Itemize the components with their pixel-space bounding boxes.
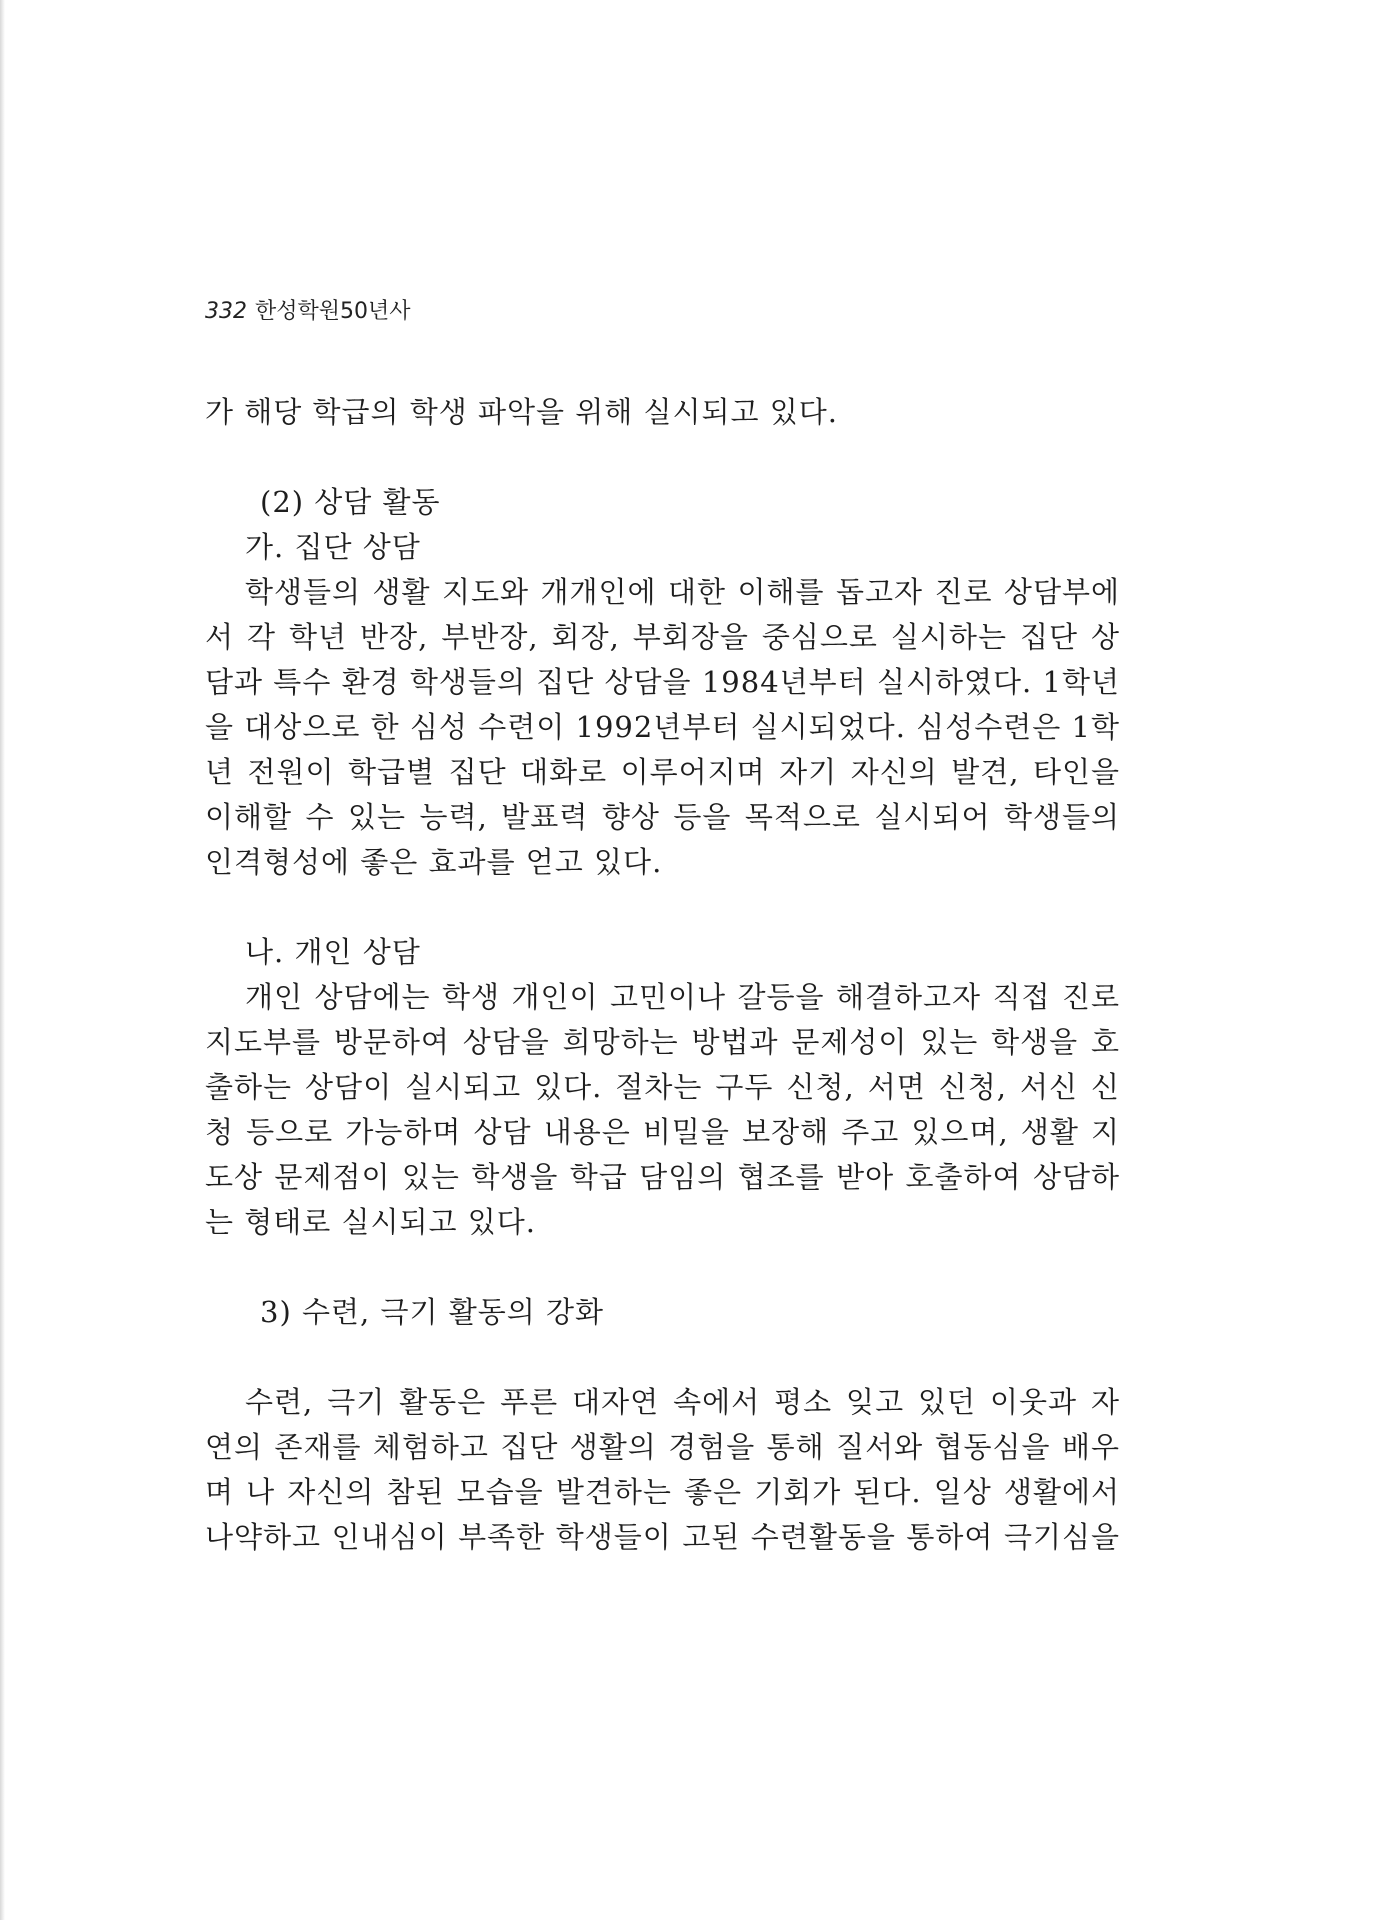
paragraph-line: 담과 특수 환경 학생들의 집단 상담을 1984년부터 실시하였다. 1학년 — [205, 665, 1120, 699]
section-heading-counseling: (2) 상담 활동 — [260, 485, 441, 519]
paragraph-line: 이해할 수 있는 능력, 발표력 향상 등을 목적으로 실시되어 학생들의 — [205, 800, 1120, 834]
paragraph-line: 도상 문제점이 있는 학생을 학급 담임의 협조를 받아 호출하여 상담하 — [205, 1160, 1120, 1194]
paragraph-line: 인격형성에 좋은 효과를 얻고 있다. — [205, 845, 663, 879]
paragraph-line: 년 전원이 학급별 집단 대화로 이루어지며 자기 자신의 발견, 타인을 — [205, 755, 1120, 789]
spacer — [205, 885, 1120, 930]
body-text — [205, 390, 1120, 1560]
page-edge-shadow — [0, 0, 5, 1920]
spacer — [205, 1245, 1120, 1290]
page-number: 332 — [205, 299, 247, 324]
paragraph-line: 는 형태로 실시되고 있다. — [205, 1205, 537, 1239]
paragraph-line: 지도부를 방문하여 상담을 희망하는 방법과 문제성이 있는 학생을 호 — [205, 1025, 1120, 1059]
subsection-heading-individual-counseling: 나. 개인 상담 — [245, 935, 421, 969]
intro-line: 가 해당 학급의 학생 파악을 위해 실시되고 있다. — [205, 395, 839, 429]
paragraph-line: 을 대상으로 한 심성 수련이 1992년부터 실시되었다. 심성수련은 1학 — [205, 710, 1120, 744]
paragraph-line: 개인 상담에는 학생 개인이 고민이나 갈등을 해결하고자 직접 진로 — [245, 980, 1120, 1014]
paragraph-line: 출하는 상담이 실시되고 있다. 절차는 구두 신청, 서면 신청, 서신 신 — [205, 1070, 1120, 1104]
spacer — [205, 1335, 1120, 1380]
paragraph-line: 연의 존재를 체험하고 집단 생활의 경험을 통해 질서와 협동심을 배우 — [205, 1430, 1120, 1464]
paragraph-line: 며 나 자신의 참된 모습을 발견하는 좋은 기회가 된다. 일상 생활에서 — [205, 1475, 1120, 1509]
paragraph-line: 서 각 학년 반장, 부반장, 회장, 부회장을 중심으로 실시하는 집단 상 — [205, 620, 1120, 654]
paragraph-line: 수련, 극기 활동은 푸른 대자연 속에서 평소 잊고 있던 이웃과 자 — [245, 1385, 1120, 1419]
section-heading-training: 3) 수련, 극기 활동의 강화 — [260, 1295, 604, 1329]
paragraph-line: 학생들의 생활 지도와 개개인에 대한 이해를 돕고자 진로 상담부에 — [245, 575, 1120, 609]
running-header — [205, 294, 411, 325]
training-paragraph — [205, 1380, 1120, 1560]
group-counseling-paragraph — [205, 570, 1120, 885]
spacer — [205, 435, 1120, 480]
individual-counseling-paragraph — [205, 975, 1120, 1245]
paragraph-line: 나약하고 인내심이 부족한 학생들이 고된 수련활동을 통하여 극기심을 — [205, 1520, 1120, 1554]
paragraph-line: 청 등으로 가능하며 상담 내용은 비밀을 보장해 주고 있으며, 생활 지 — [205, 1115, 1120, 1149]
book-title: 한성학원50년사 — [255, 299, 411, 324]
subsection-heading-group-counseling: 가. 집단 상담 — [245, 530, 421, 564]
